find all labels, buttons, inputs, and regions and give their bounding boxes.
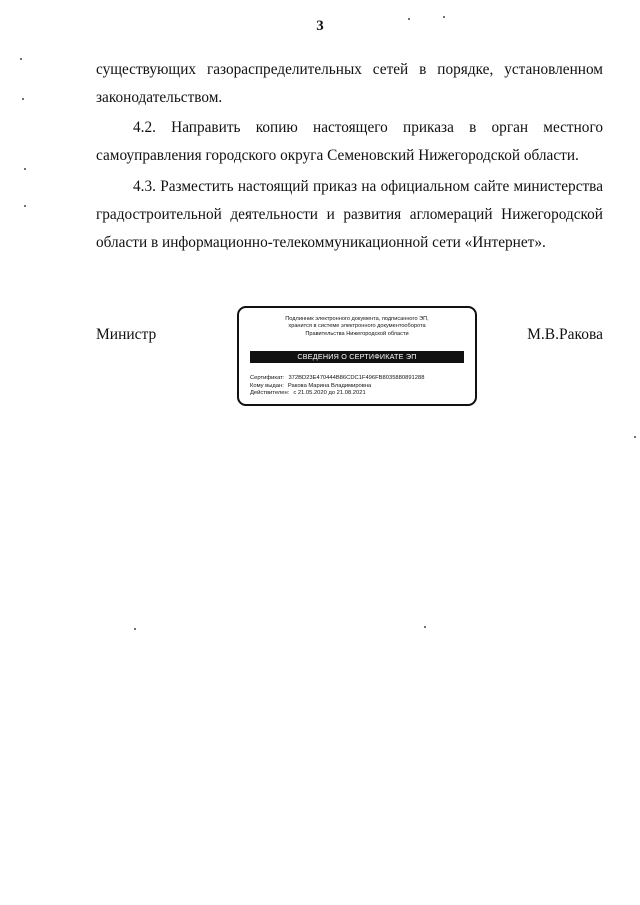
validity-label: Действителен: <box>250 390 290 397</box>
signature-name: М.В.Ракова <box>527 326 603 343</box>
stamp-title-bar: СВЕДЕНИЯ О СЕРТИФИКАТЕ ЭП <box>250 351 464 363</box>
scan-speck <box>20 58 22 60</box>
stamp-validity-row <box>250 390 469 398</box>
paragraph-1: существующих газораспределительных сетей в порядке, установленном законодательством. <box>96 61 603 106</box>
certificate-value: 372BD23E470444B86CDC1F496FB8035880891288 <box>288 375 425 381</box>
scan-speck <box>424 626 426 628</box>
stamp-header-line-3: Правительства Нижегородской области <box>305 330 409 337</box>
stamp-header-line-1: Подлинник электронного документа, подписанного ЭП, <box>285 316 429 322</box>
scan-speck <box>634 436 636 438</box>
scan-speck <box>443 16 445 18</box>
owner-label: Кому выдан: <box>250 382 284 389</box>
scan-speck <box>408 18 410 20</box>
scan-speck <box>22 98 24 100</box>
page-number: 3 <box>316 18 324 34</box>
stamp-header <box>245 316 469 338</box>
stamp-header-line-2: хранится в системе электронного документооборота <box>288 323 426 330</box>
scan-speck <box>24 168 26 170</box>
scan-speck <box>24 205 26 207</box>
stamp-certificate-row <box>250 375 469 383</box>
scan-speck <box>134 628 136 630</box>
owner-value: Ракова Марина Владимировна <box>287 382 372 389</box>
signature-position: Министр <box>96 326 157 343</box>
stamp-details <box>250 375 469 398</box>
certificate-label: Сертификат: <box>250 375 285 381</box>
validity-value: с 21.05.2020 до 21.08.2021 <box>293 390 366 397</box>
electronic-signature-stamp <box>237 306 477 406</box>
paragraph-2: 4.2. Направить копию настоящего приказа в орган местного самоуправления городского округа Семеновский Нижегородской области. <box>96 119 603 164</box>
paragraph-3: 4.3. Разместить настоящий приказ на официальном сайте министерства градостроительной деятельности и развития агломераций Нижегородской области в информационно-телекоммуникационной сети «Интернет». <box>96 178 603 251</box>
